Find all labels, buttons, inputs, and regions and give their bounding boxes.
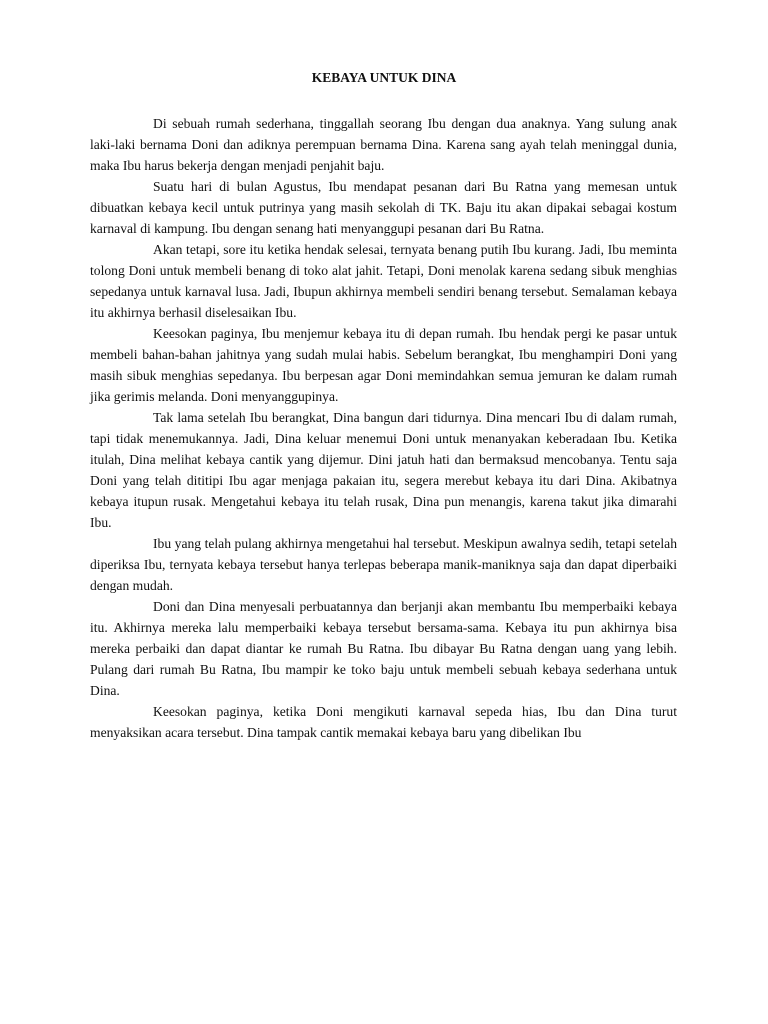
paragraph-5: Tak lama setelah Ibu berangkat, Dina bangun dari tidurnya. Dina mencari Ibu di dalam rumah, tapi tidak menemukannya. Jadi, Dina keluar menemui Doni untuk menanyakan keberadaan Ibu. Ketika itulah, Dina melihat kebaya cantik yang dijemur. Dini jatuh hati dan bermaksud mencobanya. Tentu saja Doni yang telah dititipi Ibu agar menjaga pakaian itu, segera merebut kebaya itu dari Dina. Akibatnya kebaya itupun rusak. Mengetahui kebaya itu telah rusak, Dina pun menangis, karena takut jika dimarahi Ibu. [90,410,677,530]
paragraph-3: Akan tetapi, sore itu ketika hendak selesai, ternyata benang putih Ibu kurang. Jadi, Ibu meminta tolong Doni untuk membeli benang di toko alat jahit. Tetapi, Doni menolak karena sedang sibuk menghias sepedanya untuk karnaval lusa. Jadi, Ibupun akhirnya membeli sendiri benang tersebut. Semalaman kebaya itu akhirnya berhasil diselesaikan Ibu. [90,242,677,320]
document-title: KEBAYA UNTUK DINA [311,70,457,85]
paragraph-8: Keesokan paginya, ketika Doni mengikuti karnaval sepeda hias, Ibu dan Dina turut menyaksikan acara tersebut. Dina tampak cantik memakai kebaya baru yang dibelikan Ibu [90,704,677,740]
story-body [90,113,677,743]
paragraph-6: Ibu yang telah pulang akhirnya mengetahui hal tersebut. Meskipun awalnya sedih, tetapi setelah diperiksa Ibu, ternyata kebaya tersebut hanya terlepas beberapa manik-maniknya saja dan dapat diperbaiki dengan mudah. [90,536,677,593]
paragraph-2: Suatu hari di bulan Agustus, Ibu mendapat pesanan dari Bu Ratna yang memesan untuk dibuatkan kebaya kecil untuk putrinya yang masih sekolah di TK. Baju itu akan dipakai sebagai kostum karnaval di kampung. Ibu dengan senang hati menyanggupi pesanan dari Bu Ratna. [90,179,677,236]
paragraph-4: Keesokan paginya, Ibu menjemur kebaya itu di depan rumah. Ibu hendak pergi ke pasar untuk membeli bahan-bahan jahitnya yang sudah mulai habis. Sebelum berangkat, Ibu menghampiri Doni yang masih sibuk menghias sepedanya. Ibu berpesan agar Doni memindahkan semua jemuran ke dalam rumah jika gerimis melanda. Doni menyanggupinya. [90,326,677,404]
paragraph-1: Di sebuah rumah sederhana, tinggallah seorang Ibu dengan dua anaknya. Yang sulung anak laki-laki bernama Doni dan adiknya perempuan bernama Dina. Karena sang ayah telah meninggal dunia, maka Ibu harus bekerja dengan menjadi penjahit baju. [90,116,677,173]
paragraph-7: Doni dan Dina menyesali perbuatannya dan berjanji akan membantu Ibu memperbaiki kebaya itu. Akhirnya mereka lalu memperbaiki kebaya tersebut bersama-sama. Kebaya itu pun akhirnya bisa mereka perbaiki dan dapat diantar ke rumah Bu Ratna. Ibu dibayar Bu Ratna dengan uang yang lebih. Pulang dari rumah Bu Ratna, Ibu mampir ke toko baju untuk membeli sebuah kebaya sederhana untuk Dina. [90,599,677,698]
